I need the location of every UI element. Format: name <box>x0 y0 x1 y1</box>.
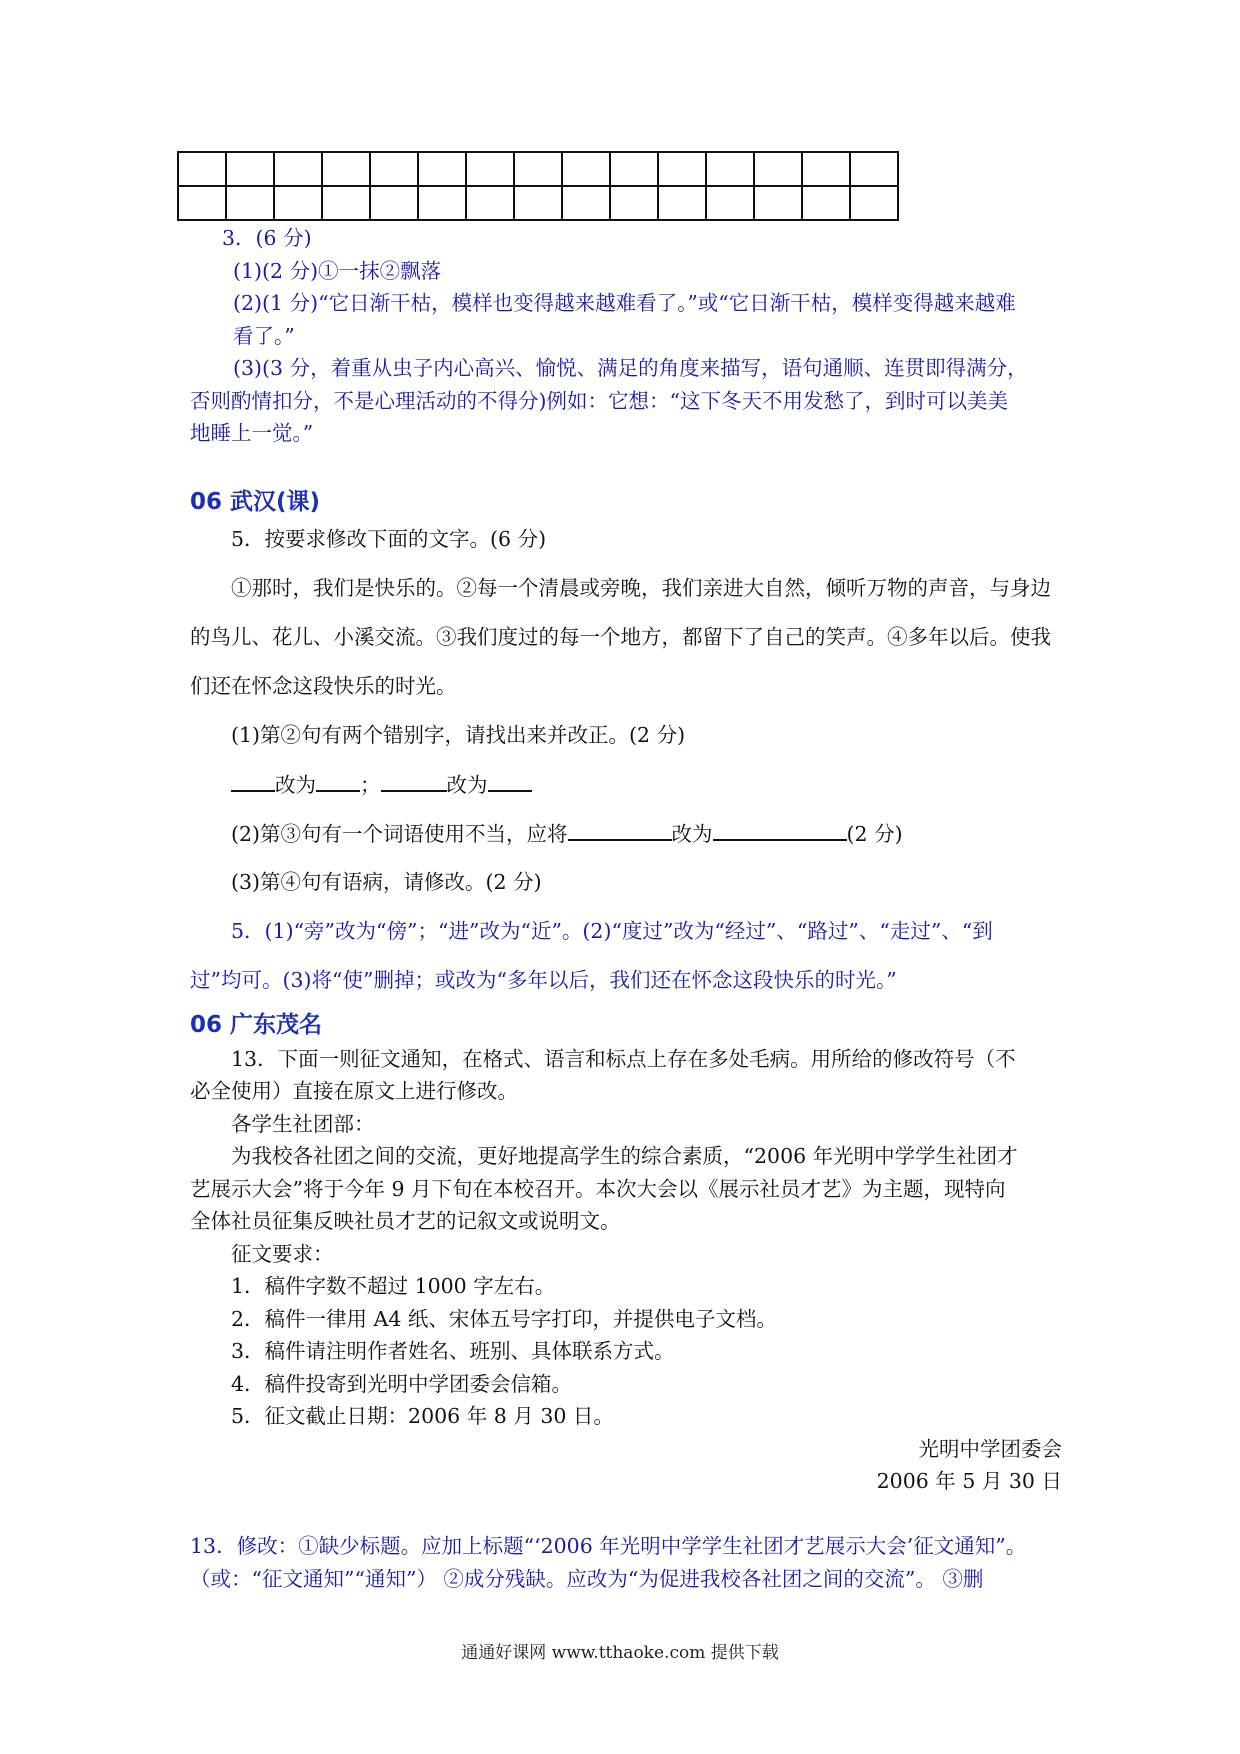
grid-cell[interactable] <box>562 152 610 186</box>
wuhan-text-line-3: 们还在怀念这段快乐的时光。 <box>190 674 457 698</box>
fill-label: 改为 <box>275 773 316 797</box>
wuhan-sub-1: (1)第②句有两个错别字，请找出来并改正。(2 分) <box>231 723 686 747</box>
requirement-item: 4．稿件投寄到光明中学团委会信箱。 <box>231 1372 573 1396</box>
blank-line[interactable] <box>231 768 275 792</box>
q3-answer-1: (1)(2 分)①一抹②飘落 <box>233 259 442 283</box>
grid-cell[interactable] <box>322 186 370 220</box>
grid-cell[interactable] <box>370 152 418 186</box>
q3-answer-3-line-1: (3)(3 分，着重从虫子内心高兴、愉悦、满足的角度来描写，语句通顺、连贯即得满分， <box>233 356 1028 380</box>
grid-cell[interactable] <box>178 186 226 220</box>
grid-cell[interactable] <box>562 186 610 220</box>
blank-line[interactable] <box>713 817 847 841</box>
grid-cell[interactable] <box>418 152 466 186</box>
grid-cell[interactable] <box>322 152 370 186</box>
wuhan-q5: 5．按要求修改下面的文字。(6 分) <box>231 527 547 551</box>
grid-cell[interactable] <box>514 152 562 186</box>
blank-line[interactable] <box>488 768 532 792</box>
sub-2-prefix: (2)第③句有一个词语使用不当，应将 <box>231 822 568 846</box>
grid-cell[interactable] <box>514 186 562 220</box>
q3-answer-2-line-2: 看了。” <box>233 324 295 348</box>
page-footer: 通通好课网 www.tthaoke.com 提供下载 <box>461 1643 779 1663</box>
wuhan-answer-line-1: 5．(1)“旁”改为“傍”；“进”改为“近”。(2)“度过”改为“经过”、“路过”、“走过”、“到 <box>231 919 993 943</box>
q3-answer-3-line-3: 地睡上一觉。” <box>190 421 314 445</box>
grid-cell[interactable] <box>658 152 706 186</box>
q3-title: 3．(6 分) <box>222 226 312 250</box>
grid-cell[interactable] <box>370 186 418 220</box>
grid-cell[interactable] <box>706 186 754 220</box>
grid-cell[interactable] <box>754 152 802 186</box>
grid-cell[interactable] <box>466 186 514 220</box>
notice-body-line-1: 为我校各社团之间的交流，更好地提高学生的综合素质，“2006 年光明中学学生社团才 <box>231 1144 1018 1168</box>
blank-line[interactable] <box>568 817 672 841</box>
grid-cell[interactable] <box>418 186 466 220</box>
maoming-answer-line-1: 13．修改：①缺少标题。应加上标题“‘2006 年光明中学学生社团才艺展示大会’征文通知”。 <box>190 1534 1027 1558</box>
grid-cell[interactable] <box>802 186 850 220</box>
notice-requirements-title: 征文要求： <box>231 1242 334 1266</box>
wuhan-sub-3: (3)第④句有语病，请修改。(2 分) <box>231 870 542 894</box>
answer-grid <box>177 151 899 221</box>
wuhan-text-line-1: ①那时，我们是快乐的。②每一个清晨或旁晚，我们亲进大自然，倾听万物的声音，与身边 <box>231 576 1051 600</box>
notice-body-line-3: 全体社员征集反映社员才艺的记叙文或说明文。 <box>190 1209 621 1233</box>
notice-date: 2006 年 5 月 30 日 <box>876 1469 1062 1493</box>
grid-cell[interactable] <box>274 186 322 220</box>
section-heading-wuhan: 06 武汉(课) <box>190 489 321 515</box>
grid-cell[interactable] <box>802 152 850 186</box>
blank-line[interactable] <box>381 768 447 792</box>
grid-cell[interactable] <box>850 186 898 220</box>
notice-body-line-2: 艺展示大会”将于今年 9 月下旬在本校召开。本次大会以《展示社员才艺》为主题，现特向 <box>190 1177 1006 1201</box>
requirement-item: 1．稿件字数不超过 1000 字左右。 <box>231 1274 556 1298</box>
requirement-item: 2．稿件一律用 A4 纸、宋体五号字打印，并提供电子文档。 <box>231 1307 777 1331</box>
q3-answer-3-line-2: 否则酌情扣分，不是心理活动的不得分)例如：它想：“这下冬天不用发愁了，到时可以美美 <box>190 389 1008 413</box>
wuhan-answer-line-2: 过”均可。(3)将“使”删掉；或改为“多年以后，我们还在怀念这段快乐的时光。” <box>190 968 897 992</box>
section-heading-maoming: 06 广东茂名 <box>190 1012 323 1038</box>
wuhan-text-line-2: 的鸟儿、花儿、小溪交流。③我们度过的每一个地方，都留下了自己的笑声。④多年以后。使我 <box>190 625 1051 649</box>
grid-row <box>178 152 898 186</box>
sub-2-middle: 改为 <box>671 822 713 846</box>
fill-label: 改为 <box>446 773 488 797</box>
grid-cell[interactable] <box>658 186 706 220</box>
blank-line[interactable] <box>316 768 360 792</box>
grid-cell[interactable] <box>610 152 658 186</box>
maoming-q13-line-2: 必全使用）直接在原文上进行修改。 <box>190 1079 518 1103</box>
grid-cell[interactable] <box>706 152 754 186</box>
q3-answer-2-line-1: (2)(1 分)“它日渐干枯，模样也变得越来越难看了。”或“它日渐干枯，模样变得越来越难 <box>233 291 1016 315</box>
notice-signature: 光明中学团委会 <box>918 1437 1062 1461</box>
grid-cell[interactable] <box>178 152 226 186</box>
grid-cell[interactable] <box>226 186 274 220</box>
grid-cell[interactable] <box>274 152 322 186</box>
wuhan-sub-1-fill <box>231 768 532 801</box>
notice-salutation: 各学生社团部： <box>231 1112 375 1136</box>
requirement-item: 3．稿件请注明作者姓名、班别、具体联系方式。 <box>231 1339 675 1363</box>
grid-row <box>178 186 898 220</box>
fill-separator: ； <box>360 773 381 797</box>
grid-cell[interactable] <box>466 152 514 186</box>
sub-2-suffix: (2 分) <box>846 822 903 846</box>
maoming-q13-line-1: 13．下面一则征文通知，在格式、语言和标点上存在多处毛病。用所给的修改符号（不 <box>231 1047 1016 1071</box>
grid-cell[interactable] <box>226 152 274 186</box>
requirement-item: 5．征文截止日期：2006 年 8 月 30 日。 <box>231 1404 614 1428</box>
wuhan-sub-2 <box>231 817 903 850</box>
grid-cell[interactable] <box>754 186 802 220</box>
grid-cell[interactable] <box>610 186 658 220</box>
grid-cell[interactable] <box>850 152 898 186</box>
maoming-answer-line-2: （或：“征文通知”“通知”） ②成分残缺。应改为“为促进我校各社团之间的交流”。 ③删 <box>190 1567 984 1591</box>
